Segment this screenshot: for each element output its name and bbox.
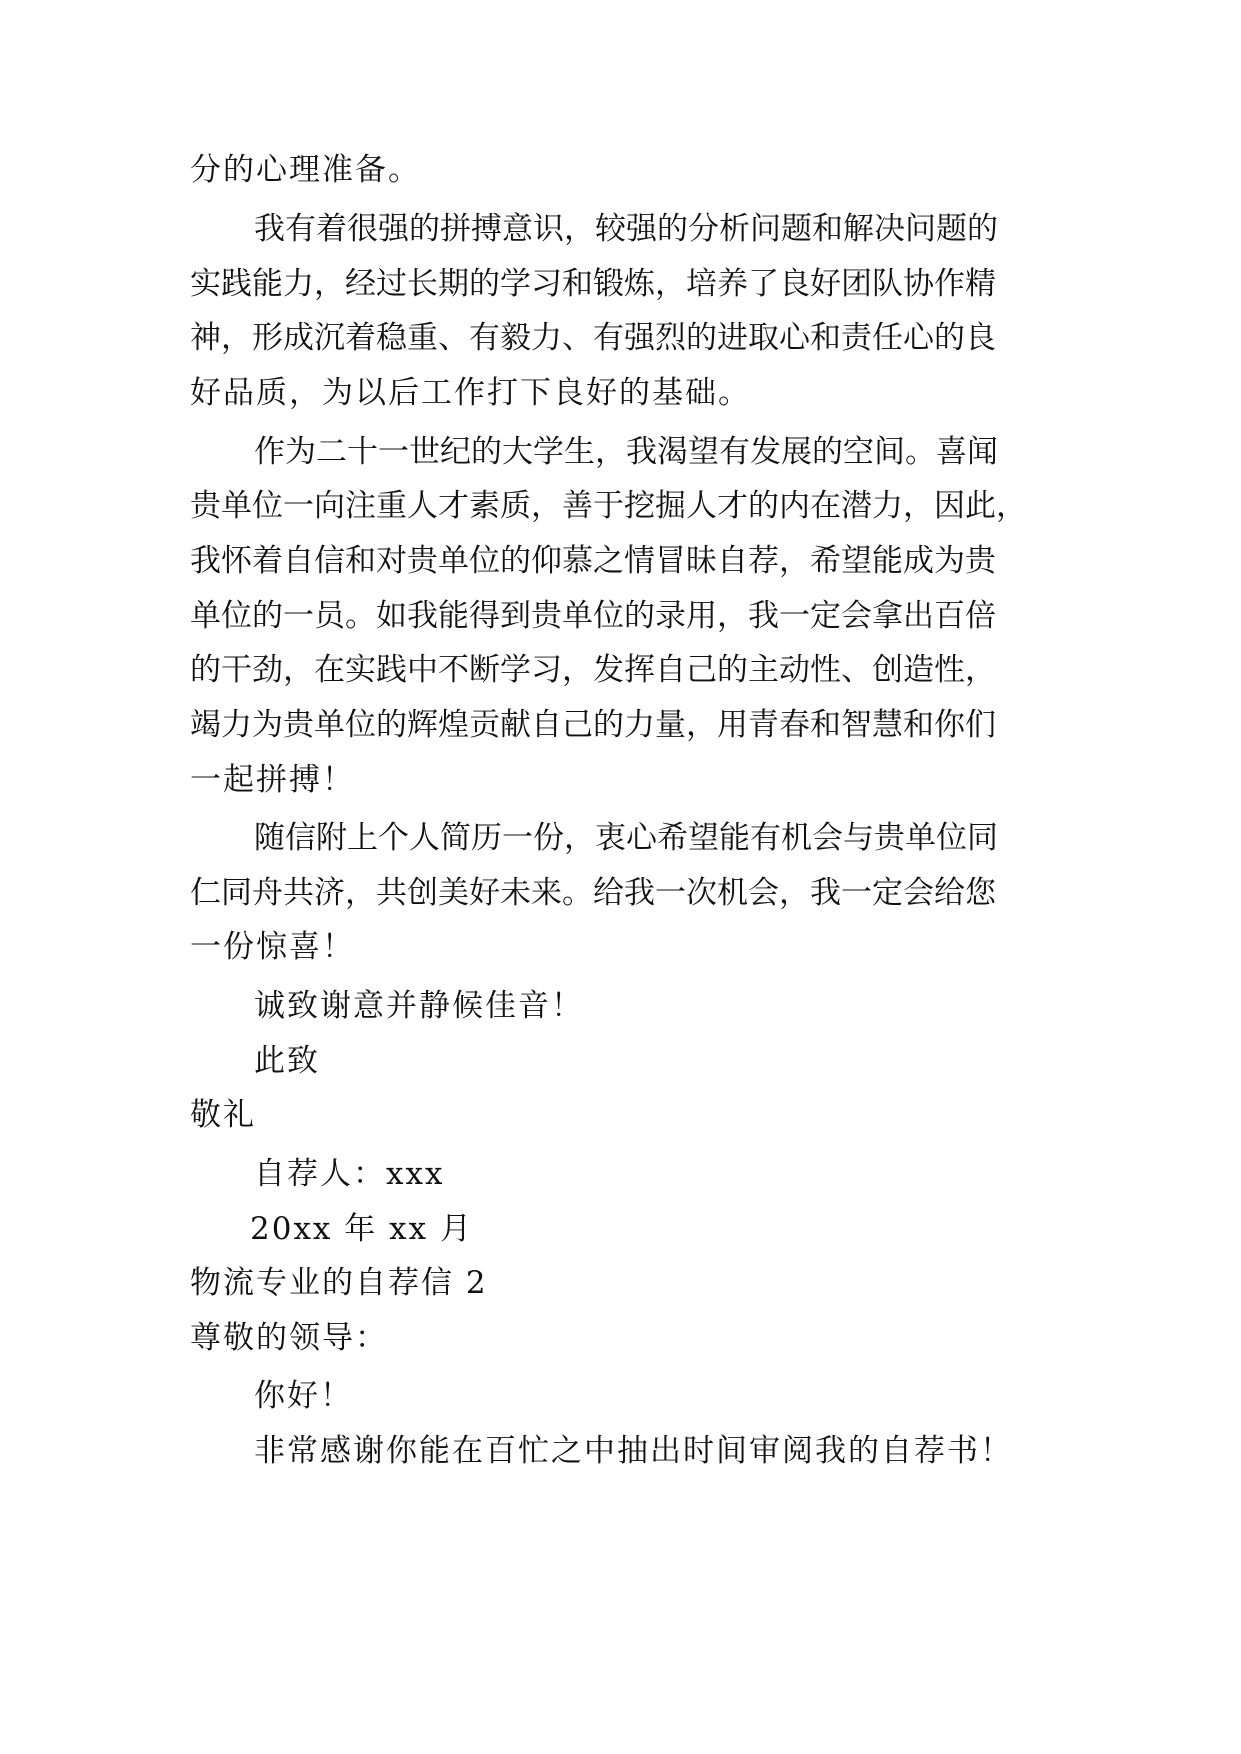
text-line: 竭力为贵单位的辉煌贡献自己的力量，用青春和智慧和你们 bbox=[190, 707, 996, 743]
text-line: 非常感谢你能在百忙之中抽出时间审阅我的自荐书！ bbox=[254, 1433, 1013, 1469]
text-line: 贵单位一向注重人才素质，善于挖掘人才的内在潜力，因此， bbox=[190, 488, 1027, 524]
text-line: 神，形成沉着稳重、有毅力、有强烈的进取心和责任心的良 bbox=[190, 320, 996, 356]
paragraph-first-line: 我有着很强的拼搏意识，较强的分析问题和解决问题的 bbox=[254, 211, 998, 247]
text-line: 分的心理准备。 bbox=[190, 152, 421, 188]
closing-salutation: 此致 bbox=[254, 1043, 320, 1079]
text-line: 实践能力，经过长期的学习和锻炼，培养了良好团队协作精 bbox=[190, 266, 996, 302]
closing-salutation: 敬礼 bbox=[190, 1097, 256, 1133]
text-line: 的干劲，在实践中不断学习，发挥自己的主动性、创造性， bbox=[190, 652, 996, 688]
text-line: 仁同舟共济，共创美好未来。给我一次机会，我一定会给您 bbox=[190, 875, 996, 911]
text-line: 我怀着自信和对贵单位的仰慕之情冒昧自荐，希望能成为贵 bbox=[190, 543, 996, 579]
text-line: 单位的一员。如我能得到贵单位的录用，我一定会拿出百倍 bbox=[190, 598, 996, 634]
text-line: 一份惊喜！ bbox=[190, 929, 355, 965]
greeting: 尊敬的领导： bbox=[190, 1320, 388, 1356]
paragraph-first-line: 随信附上个人简历一份，衷心希望能有机会与贵单位同 bbox=[254, 820, 998, 856]
section-title: 物流专业的自荐信 2 bbox=[190, 1265, 488, 1301]
date-line: 20xx 年 xx 月 bbox=[250, 1211, 473, 1247]
text-line: 一起拼搏！ bbox=[190, 762, 355, 798]
greeting: 你好！ bbox=[254, 1378, 353, 1414]
signature-line: 自荐人：xxx bbox=[254, 1156, 445, 1192]
text-line: 好品质，为以后工作打下良好的基础。 bbox=[190, 375, 751, 411]
closing-line: 诚致谢意并静候佳音！ bbox=[254, 988, 584, 1024]
paragraph-first-line: 作为二十一世纪的大学生，我渴望有发展的空间。喜闻 bbox=[254, 434, 998, 470]
